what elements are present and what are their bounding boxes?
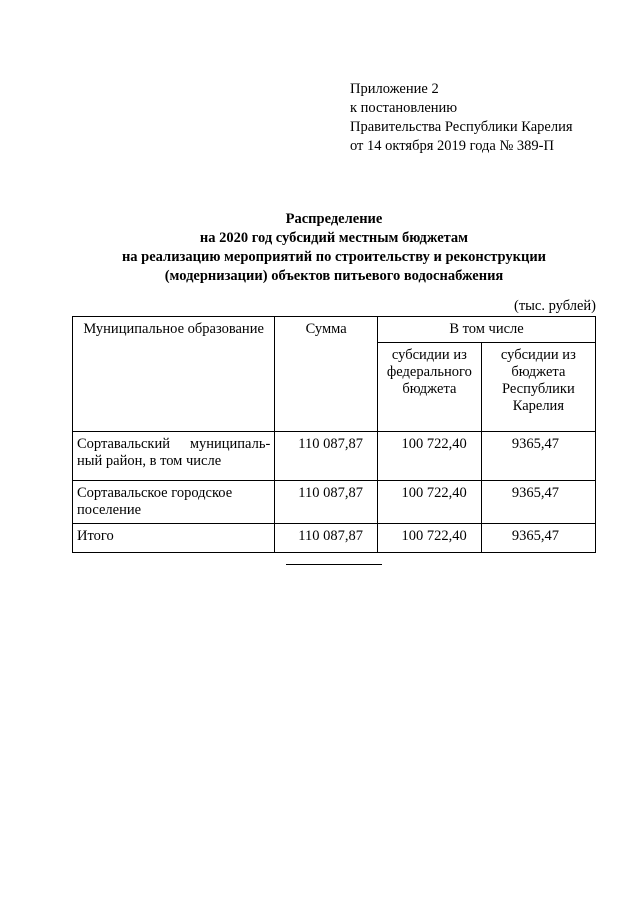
row-federal: 100 722,40 [378, 524, 482, 553]
row-federal: 100 722,40 [378, 481, 482, 524]
appendix-line: от 14 октября 2019 года № 389-П [350, 138, 554, 154]
row-municipality: Итого [73, 524, 275, 553]
header-federal: субсидии из федерального бюджета [378, 343, 482, 432]
unit-label: (тыс. рублей) [514, 298, 596, 314]
header-including: В том числе [378, 317, 596, 343]
table-row [73, 524, 596, 553]
row-federal: 100 722,40 [378, 432, 482, 481]
table-row [73, 481, 596, 524]
subsidy-table [72, 316, 596, 553]
row-sum: 110 087,87 [275, 432, 378, 481]
row-sum: 110 087,87 [275, 481, 378, 524]
appendix-line: к постановлению [350, 100, 458, 116]
header-republic: субсидии из бюджета Республики Карелия [481, 343, 595, 432]
end-divider [286, 564, 382, 565]
row-republic: 9365,47 [481, 432, 595, 481]
row-republic: 9365,47 [481, 524, 595, 553]
appendix-block [350, 80, 573, 156]
title-line: на 2020 год субсидий местным бюджетам [199, 230, 469, 246]
header-municipality: Муниципальное образование [73, 317, 275, 432]
row-municipality: Сортавальский муниципаль-ный район, в том числе [73, 432, 275, 481]
row-republic: 9365,47 [481, 481, 595, 524]
document-title [72, 210, 596, 286]
appendix-line: Правительства Республики Карелия [350, 119, 573, 135]
title-line: Распределение [285, 211, 383, 227]
table-header-row [73, 317, 596, 343]
row-municipality: Сортавальское городское поселение [73, 481, 275, 524]
title-line: на реализацию мероприятий по строительству и реконструкции [121, 249, 547, 265]
row-sum: 110 087,87 [275, 524, 378, 553]
table-row [73, 432, 596, 481]
appendix-line: Приложение 2 [350, 81, 439, 97]
header-sum: Сумма [275, 317, 378, 432]
title-line: (модернизации) объектов питьевого водоснабжения [164, 268, 504, 284]
